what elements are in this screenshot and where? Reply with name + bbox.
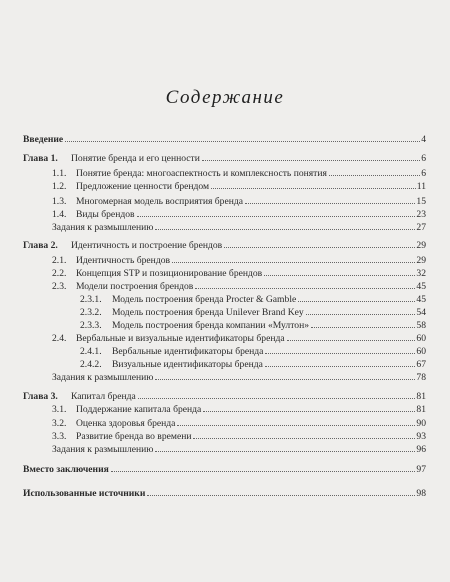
toc-entry-number: 1.4. bbox=[52, 209, 67, 220]
toc-entry bbox=[52, 255, 426, 267]
toc-entry-title: Задания к размышлению bbox=[52, 222, 154, 233]
toc-entry bbox=[23, 240, 426, 252]
toc-entry bbox=[23, 464, 426, 476]
toc-entry-page: 29 bbox=[416, 240, 426, 251]
toc-entry bbox=[52, 404, 426, 416]
toc-entry-title: Визуальные идентификаторы бренда bbox=[112, 359, 263, 370]
toc-entry-page: 67 bbox=[416, 359, 426, 370]
toc-entry-page: 45 bbox=[416, 294, 426, 305]
toc-entry-number: 2.3.2. bbox=[80, 307, 102, 318]
dot-leader bbox=[65, 141, 420, 142]
toc-entry bbox=[80, 294, 426, 306]
toc-entry-number: 1.3. bbox=[52, 196, 67, 207]
toc-entry bbox=[52, 333, 426, 345]
toc-entry-number: 1.2. bbox=[52, 181, 67, 192]
dot-leader bbox=[195, 288, 415, 289]
toc-entry bbox=[23, 488, 426, 500]
toc-entry-title: Задания к размышлению bbox=[52, 444, 154, 455]
dot-leader bbox=[155, 451, 415, 452]
toc-entry-number: 3.2. bbox=[52, 418, 67, 429]
dot-leader bbox=[203, 411, 415, 412]
toc-entry-title: Понятие бренда и его ценности bbox=[71, 153, 200, 164]
toc-entry-title: Вербальные идентификаторы бренда bbox=[112, 346, 264, 357]
toc-entry-title: Использованные источники bbox=[23, 488, 146, 499]
toc-entry-number: 2.3.1. bbox=[80, 294, 102, 305]
toc-entry bbox=[80, 307, 426, 319]
toc-entry-page: 4 bbox=[421, 134, 426, 145]
toc-entry-title: Развитие бренда во времени bbox=[76, 431, 192, 442]
toc-entry bbox=[52, 444, 426, 456]
dot-leader bbox=[306, 314, 416, 315]
dot-leader bbox=[138, 398, 416, 399]
toc-entry-title: Задания к размышлению bbox=[52, 372, 154, 383]
dot-leader bbox=[111, 471, 416, 472]
toc-entry bbox=[80, 359, 426, 371]
toc-entry bbox=[23, 153, 426, 165]
dot-leader bbox=[137, 216, 416, 217]
toc-entry-page: 11 bbox=[416, 181, 426, 192]
toc-entry-number: 2.4.1. bbox=[80, 346, 102, 357]
toc-entry bbox=[23, 391, 426, 403]
dot-leader bbox=[193, 438, 415, 439]
toc-entry-number: 2.3.3. bbox=[80, 320, 102, 331]
toc-entry-page: 6 bbox=[421, 168, 426, 179]
toc-entry-title: Модель построения бренда Unilever Brand Key bbox=[112, 307, 304, 318]
toc-entry bbox=[52, 181, 426, 193]
dot-leader bbox=[245, 203, 415, 204]
toc-entry-number: 2.4.2. bbox=[80, 359, 102, 370]
dot-leader bbox=[155, 379, 415, 380]
toc-entry-title: Предложение ценности брендом bbox=[76, 181, 210, 192]
toc-entry bbox=[52, 222, 426, 234]
toc-entry-title: Вербальные и визуальные идентификаторы бренда bbox=[76, 333, 285, 344]
toc-entry-title: Введение bbox=[23, 134, 64, 145]
toc-entry bbox=[52, 168, 426, 180]
toc-entry-page: 60 bbox=[416, 333, 426, 344]
toc-entry-page: 58 bbox=[416, 320, 426, 331]
toc-entry-page: 32 bbox=[416, 268, 426, 279]
dot-leader bbox=[202, 160, 420, 161]
toc-entry-page: 98 bbox=[416, 488, 426, 499]
toc-entry bbox=[23, 134, 426, 146]
toc-entry-title: Виды брендов bbox=[76, 209, 135, 220]
toc-entry-page: 60 bbox=[416, 346, 426, 357]
toc-entry-page: 93 bbox=[416, 431, 426, 442]
dot-leader bbox=[224, 247, 415, 248]
toc-entry-number: 3.1. bbox=[52, 404, 67, 415]
toc-entry bbox=[80, 346, 426, 358]
dot-leader bbox=[177, 425, 415, 426]
toc-entry bbox=[52, 431, 426, 443]
toc-entry-page: 54 bbox=[416, 307, 426, 318]
toc-entry-title: Вместо заключения bbox=[23, 464, 109, 475]
dot-leader bbox=[311, 327, 415, 328]
toc-entry-number: 2.4. bbox=[52, 333, 67, 344]
toc-entry-number: 2.2. bbox=[52, 268, 67, 279]
toc-entry-number: Глава 3. bbox=[23, 391, 58, 402]
toc-entry-title: Модель построения бренда компании «Мултон» bbox=[112, 320, 310, 331]
toc-entry-page: 29 bbox=[416, 255, 426, 266]
toc-entry-title: Поддержание капитала бренда bbox=[76, 404, 202, 415]
toc-entry-page: 27 bbox=[416, 222, 426, 233]
toc-entry-page: 97 bbox=[416, 464, 426, 475]
page-title: Содержание bbox=[165, 87, 285, 108]
dot-leader bbox=[172, 262, 415, 263]
toc-entry-number: 2.1. bbox=[52, 255, 67, 266]
toc-entry-page: 6 bbox=[421, 153, 426, 164]
toc-entry bbox=[52, 281, 426, 293]
dot-leader bbox=[264, 275, 415, 276]
toc-entry-number: Глава 2. bbox=[23, 240, 58, 251]
toc-entry bbox=[80, 320, 426, 332]
toc-entry-title: Концепция STP и позиционирование брендов bbox=[76, 268, 263, 279]
dot-leader bbox=[265, 366, 416, 367]
toc-entry-title: Капитал бренда bbox=[71, 391, 136, 402]
toc-entry-title: Модели построения брендов bbox=[76, 281, 194, 292]
toc-entry bbox=[52, 418, 426, 430]
toc-entry-number: 1.1. bbox=[52, 168, 67, 179]
toc-entry-page: 45 bbox=[416, 281, 426, 292]
toc-entry-number: Глава 1. bbox=[23, 153, 58, 164]
toc-entry bbox=[52, 372, 426, 384]
toc-entry-page: 81 bbox=[416, 391, 426, 402]
dot-leader bbox=[329, 175, 420, 176]
toc-entry-page: 90 bbox=[416, 418, 426, 429]
toc-entry-title: Оценка здоровья бренда bbox=[76, 418, 176, 429]
toc-entry-page: 78 bbox=[416, 372, 426, 383]
toc-entry bbox=[52, 268, 426, 280]
dot-leader bbox=[211, 188, 416, 189]
dot-leader bbox=[147, 495, 415, 496]
toc-entry-number: 2.3. bbox=[52, 281, 67, 292]
toc-entry-page: 23 bbox=[416, 209, 426, 220]
dot-leader bbox=[298, 301, 415, 302]
toc-entry-title: Модель построения бренда Procter & Gamble bbox=[112, 294, 297, 305]
toc-entry bbox=[52, 196, 426, 208]
toc-entry-title: Идентичность и построение брендов bbox=[71, 240, 223, 251]
dot-leader bbox=[265, 353, 415, 354]
dot-leader bbox=[287, 340, 416, 341]
dot-leader bbox=[155, 229, 415, 230]
toc-entry-page: 15 bbox=[416, 196, 426, 207]
toc-entry-number: 3.3. bbox=[52, 431, 67, 442]
toc-entry bbox=[52, 209, 426, 221]
toc-entry-page: 81 bbox=[416, 404, 426, 415]
toc-entry-page: 96 bbox=[416, 444, 426, 455]
toc-entry-title: Многомерная модель восприятия бренда bbox=[76, 196, 243, 207]
toc-entry-title: Понятие бренда: многоаспектность и комплексность понятия bbox=[76, 168, 327, 179]
toc-entry-title: Идентичность брендов bbox=[76, 255, 171, 266]
